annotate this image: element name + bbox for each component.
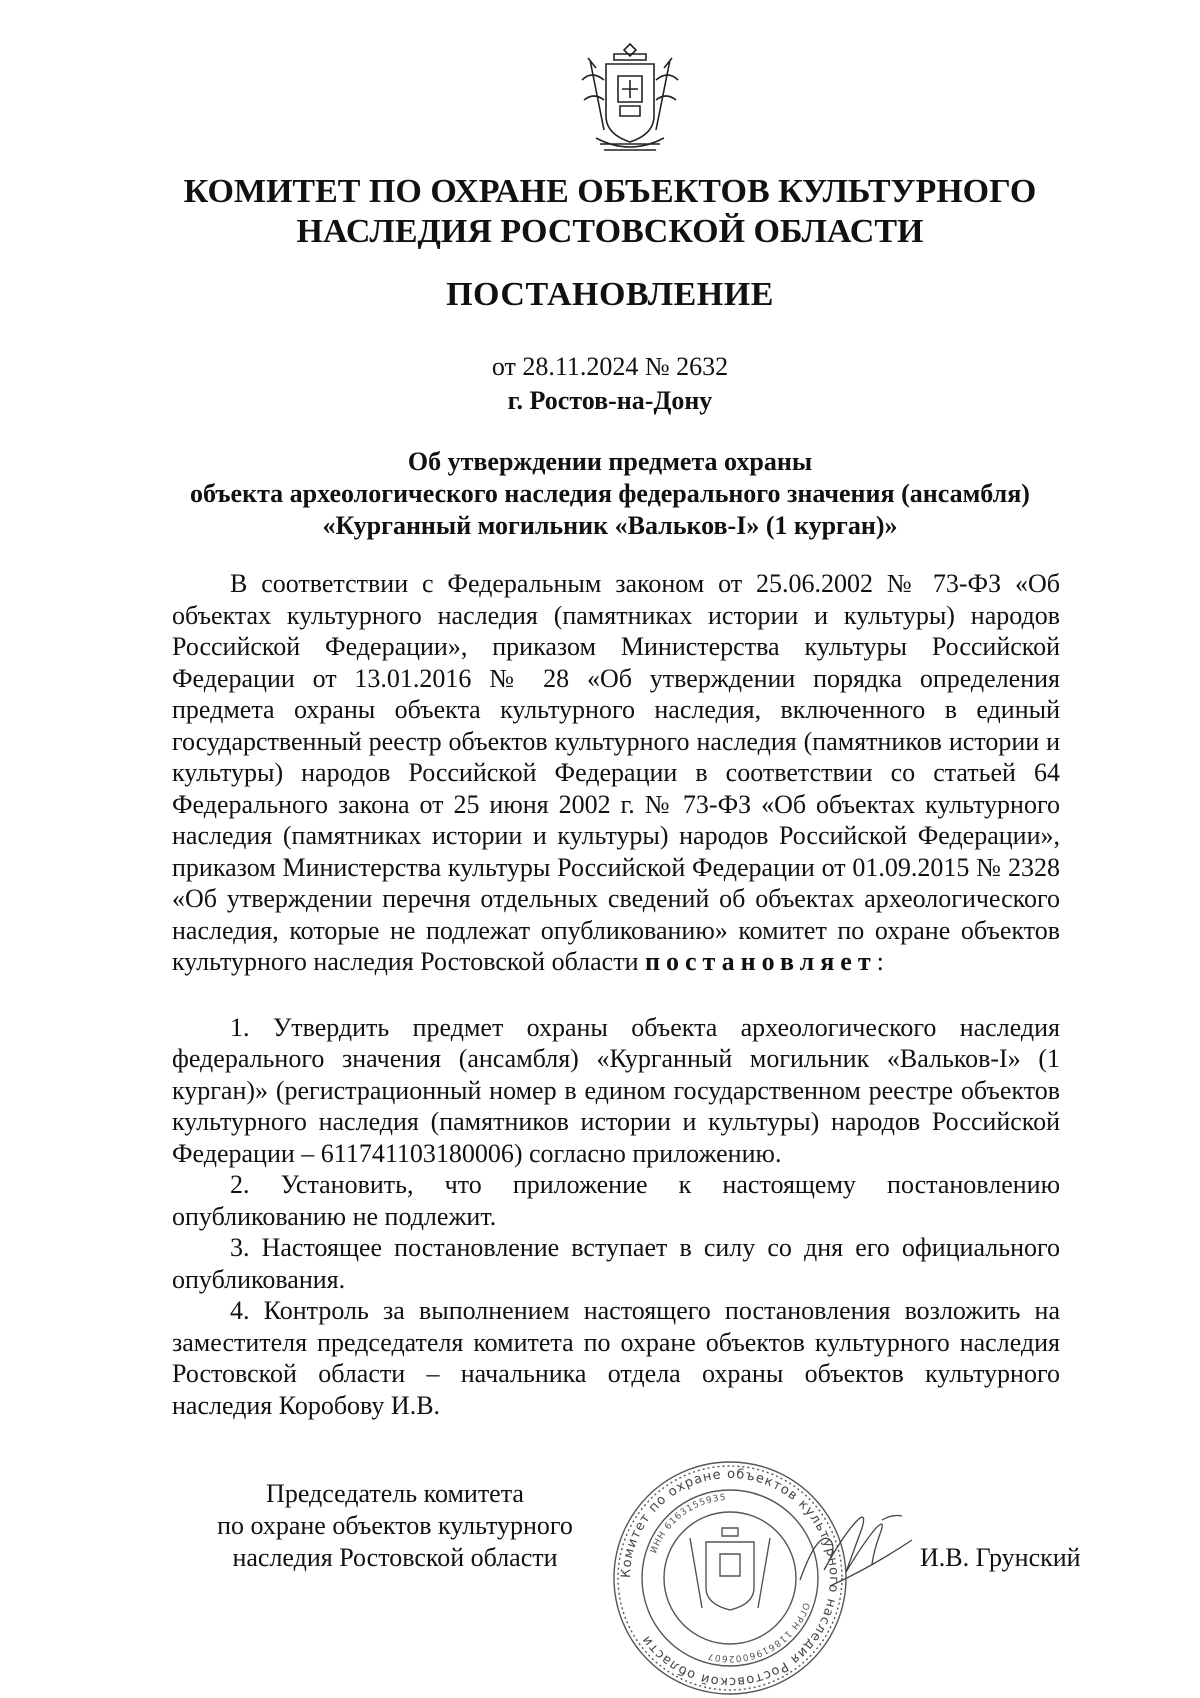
organization-line-2: НАСЛЕДИЯ РОСТОВСКОЙ ОБЛАСТИ bbox=[296, 213, 924, 250]
organization-line-1: КОМИТЕТ ПО ОХРАНЕ ОБЪЕКТОВ КУЛЬТУРНОГО bbox=[183, 173, 1037, 210]
document-type: ПОСТАНОВЛЕНИЕ bbox=[446, 276, 774, 313]
handwritten-signature-icon bbox=[790, 1500, 920, 1610]
decree-word: постановляет bbox=[645, 947, 877, 976]
list-item: 4. Контроль за выполнением настоящего постановления возложить на заместителя председателя комитета по охране объектов культурного наследия Ростовской области – начальника отдела охраны объектов культурного наследия Коробову И.В. bbox=[172, 1296, 1060, 1420]
document-subject bbox=[150, 446, 1070, 542]
document-date-number: от 28.11.2024 № 2632 bbox=[491, 352, 729, 381]
signatory-title-line-1: Председатель комитета bbox=[266, 1479, 524, 1508]
signatory-title bbox=[180, 1478, 610, 1574]
organization-name bbox=[150, 172, 1070, 252]
document-city: г. Ростов-на-Дону bbox=[507, 386, 713, 415]
subject-line-2: объекта археологического наследия федерального значения (ансамбля) bbox=[190, 479, 1030, 508]
document-body bbox=[172, 568, 1060, 1421]
signatory-title-line-2: по охране объектов культурного bbox=[217, 1511, 573, 1540]
list-item: 2. Установить, что приложение к настоящему постановлению опубликованию не подлежит. bbox=[172, 1170, 1060, 1231]
list-item: 1. Утвердить предмет охраны объекта археологического наследия федерального значения (ансамбля) «Курганный могильник «Вальков-I» (1 курган)» (регистрационный номер в едином государственном реестре объектов культурного наследия (памятников истории и культуры) народов Российской Федерации – 611741103180006) согласно приложению. bbox=[172, 1012, 1060, 1168]
preamble-paragraph bbox=[172, 568, 1060, 978]
signatory-title-line-3: наследия Ростовской области bbox=[232, 1543, 558, 1572]
coat-of-arms-icon bbox=[570, 40, 690, 160]
subject-line-1: Об утверждении предмета охраны bbox=[407, 447, 813, 476]
signatory-name: И.В. Грунский bbox=[920, 1543, 1081, 1572]
list-item: 3. Настоящее постановление вступает в силу со дня его официального опубликования. bbox=[172, 1233, 1060, 1294]
stamp-outer-text: Комитет по охране объектов культурного наследия Ростовской области bbox=[618, 1466, 842, 1690]
stamp-ogrn: ОГРН 1186196002607 bbox=[706, 1601, 811, 1664]
paragraph-gap bbox=[172, 978, 1060, 1012]
preamble-text: В соответствии с Федеральным законом от 25.06.2002 № 73-ФЗ «Об объектах культурного наследия (памятниках истории и культуры) народов Российской Федерации», приказом Министерства культуры Российской Федерации от 13.01.2016 № 28 «Об утверждении порядка определения предмета охраны объекта культурного наследия, включенного в единый государственный реестр объектов культурного наследия (памятников истории и культуры) народов Российской Федерации в соответствии со статьей 64 Федерального закона от 25 июня 2002 г. № 73-ФЗ «Об объектах культурного наследия (памятниках истории и культуры) народов Российской Федерации», приказом Министерства культуры Российской Федерации от 01.09.2015 № 2328 «Об утверждении перечня отдельных сведений об объектах археологического наследия, которые не подлежат опубликованию» комитет по охране объектов культурного наследия Ростовской области bbox=[172, 569, 1060, 976]
preamble-colon: : bbox=[876, 947, 884, 976]
subject-line-3: «Курганный могильник «Вальков-I» (1 курган)» bbox=[322, 511, 898, 540]
stamp-inn: ИНН 6163155935 bbox=[649, 1493, 728, 1555]
